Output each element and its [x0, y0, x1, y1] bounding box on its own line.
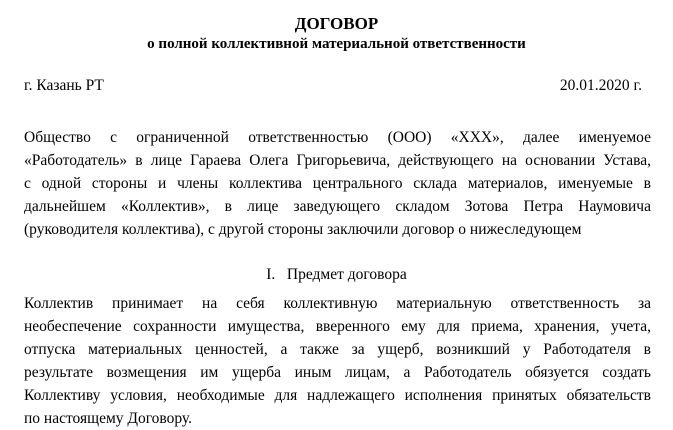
document-subtitle: о полной коллективной материальной ответственности [147, 36, 526, 52]
paragraph-line: дальнейшем «Коллектив», в лице заведующего складом Зотова Петра Наумовича [24, 198, 651, 215]
paragraph-line: Общество с ограниченной ответственностью (ООО) «XXX», далее именуемое [24, 129, 651, 146]
document-date: 20.01.2020 г. [559, 77, 642, 94]
paragraph-line: отпуска материальных ценностей, а также за ущерб, возникший у Работодателя в [24, 341, 651, 358]
paragraph-line: с одной стороны и члены коллектива центрального склада материалов, именуемые в [24, 175, 651, 192]
preamble-paragraph [24, 126, 651, 241]
section-heading: I. Предмет договора [266, 266, 407, 283]
paragraph-line: Коллективу условия, необходимые для надлежащего исполнения принятых обязательств [24, 387, 651, 404]
document-title: ДОГОВОР [294, 14, 379, 33]
paragraph-line: «Работодатель» в лице Гараева Олега Григорьевича, действующего на основании Устава, [24, 152, 651, 169]
section1-paragraph [24, 292, 651, 430]
paragraph-line: Коллектив принимает на себя коллективную материальную ответственность за [24, 295, 651, 312]
paragraph-line: по настоящему Договору. [24, 410, 193, 427]
paragraph-line: необеспечение сохранности имущества, вверенного ему для приема, хранения, учета, [24, 318, 651, 335]
paragraph-line: результате возмещения им ущерба иным лицам, а Работодатель обязуется создать [24, 364, 651, 381]
paragraph-line: (руководителя коллектива), с другой стороны заключили договор о нижеследующем [24, 221, 582, 238]
document-city: г. Казань РТ [24, 77, 104, 94]
